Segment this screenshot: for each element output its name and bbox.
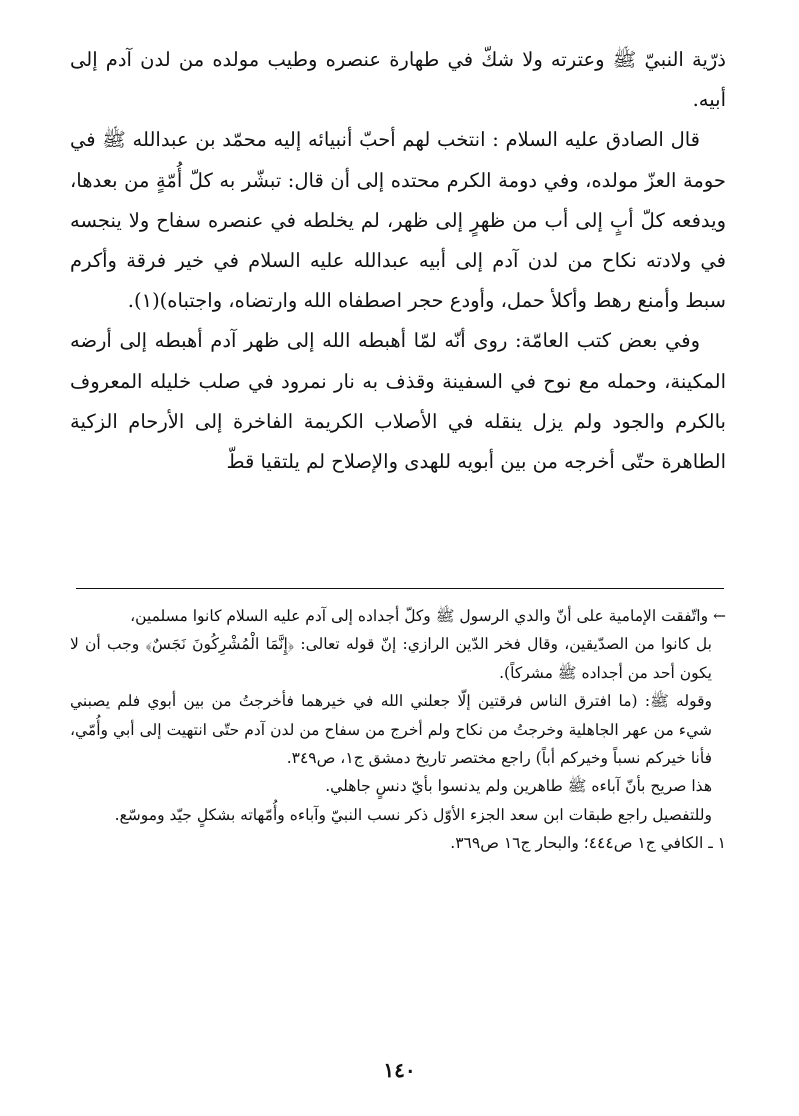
footnotes [70,602,726,858]
footnote-line: وقوله ﷺ: (ما افترق الناس فرقتين إلّا جعلني الله في خيرهما فأخرجتُ من بين أبوي فلم يصبني شيء من عهر الجاهلية وخرجتُ من نكاح ولم أخرج من سفاح من لدن آدم حتّى انتهيت إلى أبي وأُمّي، فأنا خيركم نسباً وخيركم أباً) راجع مختصر تاريخ دمشق ج١، ص٣٤٩. [70,692,712,768]
footnote-reference: ١ ـ الكافي ج١ ص٤٤٤؛ والبحار ج١٦ ص٣٦٩. [450,834,726,853]
main-text [70,40,726,482]
paragraph: وفي بعض كتب العامّة: روى أنّه لمّا أهبطه الله إلى ظهر آدم أهبطه إلى أرضه المكينة، وحمله مع نوح في السفينة وقذف به نار نمرود في صلب خليله المعروف بالكرم والجود ولم يزل ينقله في الأصلاب الكريمة الفاخرة إلى الأرحام الزكية الطاهرة حتّى أخرجه من بين أبويه للهدى والإصلاح لم يلتقيا قطّ [70,329,726,474]
page-number: ١٤٠ [383,1058,416,1082]
paragraph: قال الصادق عليه السلام : انتخب لهم أحبّ أنبيائه إليه محمّد بن عبدالله ﷺ في حومة العزّ مولده، وفي دومة الكرم محتده إلى أن قال: تبشّر به كلّ أُمّةٍ من بعدها، ويدفعه كلّ أبٍ إلى أب من ظهرٍ إلى ظهر، لم يخلطه في عنصره سفاح ولا ينجسه في ولادته نكاح من لدن آدم إلى أبيه عبدالله عليه السلام في خير فرقة وأكرم سبط وأمنع رهط وأكلأ حمل، وأودع حجر اصطفاه الله وارتضاه، واجتباه)(١). [70,128,726,313]
footnote-line: وللتفصيل راجع طبقات ابن سعد الجزء الأوّل ذكر نسب النبيّ وآباءه وأُمّهاته بشكلٍ جيّد وموسّع. [114,805,712,824]
paragraph: ذرّية النبيّ ﷺ وعترته ولا شكّ في طهارة عنصره وطيب مولده من لدن آدم إلى أبيه. [70,48,726,112]
footnote-line: بل كانوا من الصدّيقين، وقال فخر الدّين الرازي: إنّ قوله تعالى: ﴿إِنَّمَا الْمُشْرِكُونَ نَجَسٌ﴾ وجب أن لا يكون أحد من أجداده ﷺ مشركاً). [70,635,712,682]
footnote-line: هذا صريح بأنّ آباءه ﷺ طاهرين ولم يدنسوا بأيّ دنسٍ جاهلي. [325,777,712,796]
footnote-separator [76,588,724,589]
footnote-line: ← واتّفقت الإمامية على أنّ والدي الرسول ﷺ وكلّ أجداده إلى آدم عليه السلام كانوا مسلمين، [130,607,726,625]
